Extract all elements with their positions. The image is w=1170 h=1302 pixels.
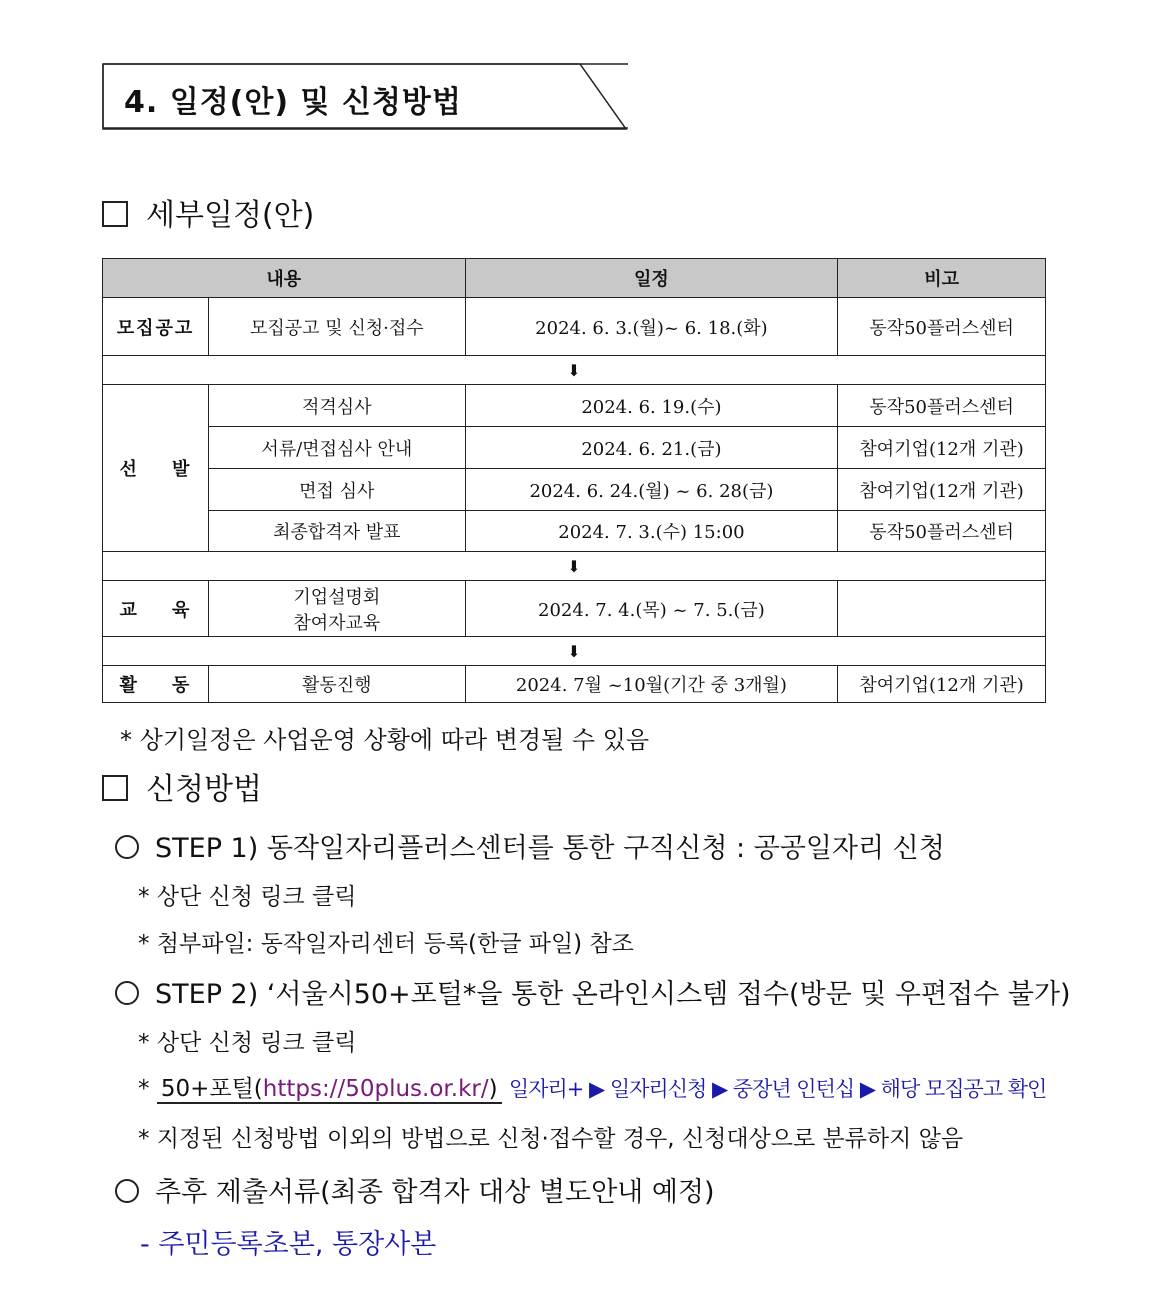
table-row	[103, 298, 1046, 356]
step-label: STEP 2) ‘서울시50+포털*을 통한 온라인시스템 접수(방문 및 우편접수 불가)	[155, 979, 1071, 1010]
down-arrow-icon: ⬇	[103, 552, 1046, 581]
date-cell: 2024. 7. 3.(수) 15:00	[465, 511, 838, 552]
item-cell	[208, 581, 465, 637]
date-cell: 2024. 6. 19.(수)	[465, 385, 838, 427]
item-cell: 최종합격자 발표	[208, 511, 465, 552]
date-cell: 2024. 7. 4.(목) ~ 7. 5.(금)	[465, 581, 838, 637]
down-arrow-icon: ⬇	[103, 356, 1046, 385]
step1	[115, 826, 945, 865]
table-row	[103, 469, 1046, 511]
section-title-box	[102, 63, 626, 129]
note-cell: 참여기업(12개 기관)	[838, 666, 1046, 703]
header-schedule: 일정	[465, 259, 838, 298]
item-cell: 모집공고 및 신청·접수	[208, 298, 465, 356]
item-cell: 활동진행	[208, 666, 465, 703]
arrow-row	[103, 356, 1046, 385]
checkbox-square-icon	[102, 201, 128, 227]
date-cell: 2024. 6. 3.(월)~ 6. 18.(화)	[465, 298, 838, 356]
item-cell: 면접 심사	[208, 469, 465, 511]
page-title: 4. 일정(안) 및 신청방법	[124, 85, 462, 120]
item-line: 기업설명회	[293, 586, 381, 608]
note-cell: 동작50플러스센터	[838, 511, 1046, 552]
table-row	[103, 385, 1046, 427]
portal-line	[138, 1070, 1046, 1103]
section-apply	[102, 764, 262, 808]
circle-bullet-icon	[115, 835, 139, 859]
step-label: 추후 제출서류(최종 합격자 대상 별도안내 예정)	[155, 1177, 715, 1208]
down-arrow-icon: ⬇	[103, 637, 1046, 666]
table-row	[103, 511, 1046, 552]
note-cell: 참여기업(12개 기관)	[838, 427, 1046, 469]
table-row	[103, 666, 1046, 703]
header-note: 비고	[838, 259, 1046, 298]
category-cell: 활 동	[103, 666, 209, 703]
step-note: * 지정된 신청방법 이외의 방법으로 신청·접수할 경우, 신청대상으로 분류하지 않음	[138, 1126, 964, 1152]
step-label: STEP 1) 동작일자리플러스센터를 통한 구직신청 : 공공일자리 신청	[155, 833, 945, 864]
menu-path: 일자리+ ▶ 일자리신청 ▶ 중장년 인턴십 ▶ 해당 모집공고 확인	[508, 1077, 1047, 1101]
section-label: 세부일정(안)	[146, 198, 315, 233]
step2	[115, 972, 1071, 1011]
step-note: * 첨부파일: 동작일자리센터 등록(한글 파일) 참조	[138, 931, 634, 957]
note-cell: 참여기업(12개 기관)	[838, 469, 1046, 511]
item-line: 참여자교육	[293, 612, 381, 634]
table-row	[103, 427, 1046, 469]
arrow-row	[103, 637, 1046, 666]
portal-label: 50+포털(	[160, 1076, 263, 1102]
circle-bullet-icon	[115, 981, 139, 1005]
section-label: 신청방법	[146, 772, 262, 807]
table-header-row	[103, 259, 1046, 298]
table-row	[103, 581, 1046, 637]
table-note: * 상기일정은 사업운영 상황에 따라 변경될 수 있음	[120, 726, 650, 754]
date-cell: 2024. 6. 24.(월) ~ 6. 28(금)	[465, 469, 838, 511]
item-cell: 적격심사	[208, 385, 465, 427]
checkbox-square-icon	[102, 775, 128, 801]
circle-bullet-icon	[115, 1179, 139, 1203]
date-cell: 2024. 6. 21.(금)	[465, 427, 838, 469]
header-content: 내용	[103, 259, 466, 298]
category-cell: 선 발	[103, 385, 209, 552]
note-cell	[838, 581, 1046, 637]
date-cell: 2024. 7월 ~10월(기간 중 3개월)	[465, 666, 838, 703]
arrow-row	[103, 552, 1046, 581]
category-cell: 모집공고	[103, 298, 209, 356]
step3	[115, 1170, 715, 1209]
required-documents: - 주민등록초본, 통장사본	[140, 1229, 437, 1260]
schedule-table	[102, 258, 1046, 703]
note-cell: 동작50플러스센터	[838, 298, 1046, 356]
portal-url[interactable]: https://50plus.or.kr/	[262, 1076, 489, 1102]
paren: )	[488, 1076, 498, 1102]
item-cell: 서류/면접심사 안내	[208, 427, 465, 469]
portal-link[interactable]	[157, 1076, 502, 1104]
category-cell: 교 육	[103, 581, 209, 637]
step-note: * 상단 신청 링크 클릭	[138, 1030, 357, 1056]
bullet: *	[138, 1076, 150, 1102]
note-cell: 동작50플러스센터	[838, 385, 1046, 427]
step-note: * 상단 신청 링크 클릭	[138, 884, 357, 910]
section-schedule	[102, 190, 314, 234]
